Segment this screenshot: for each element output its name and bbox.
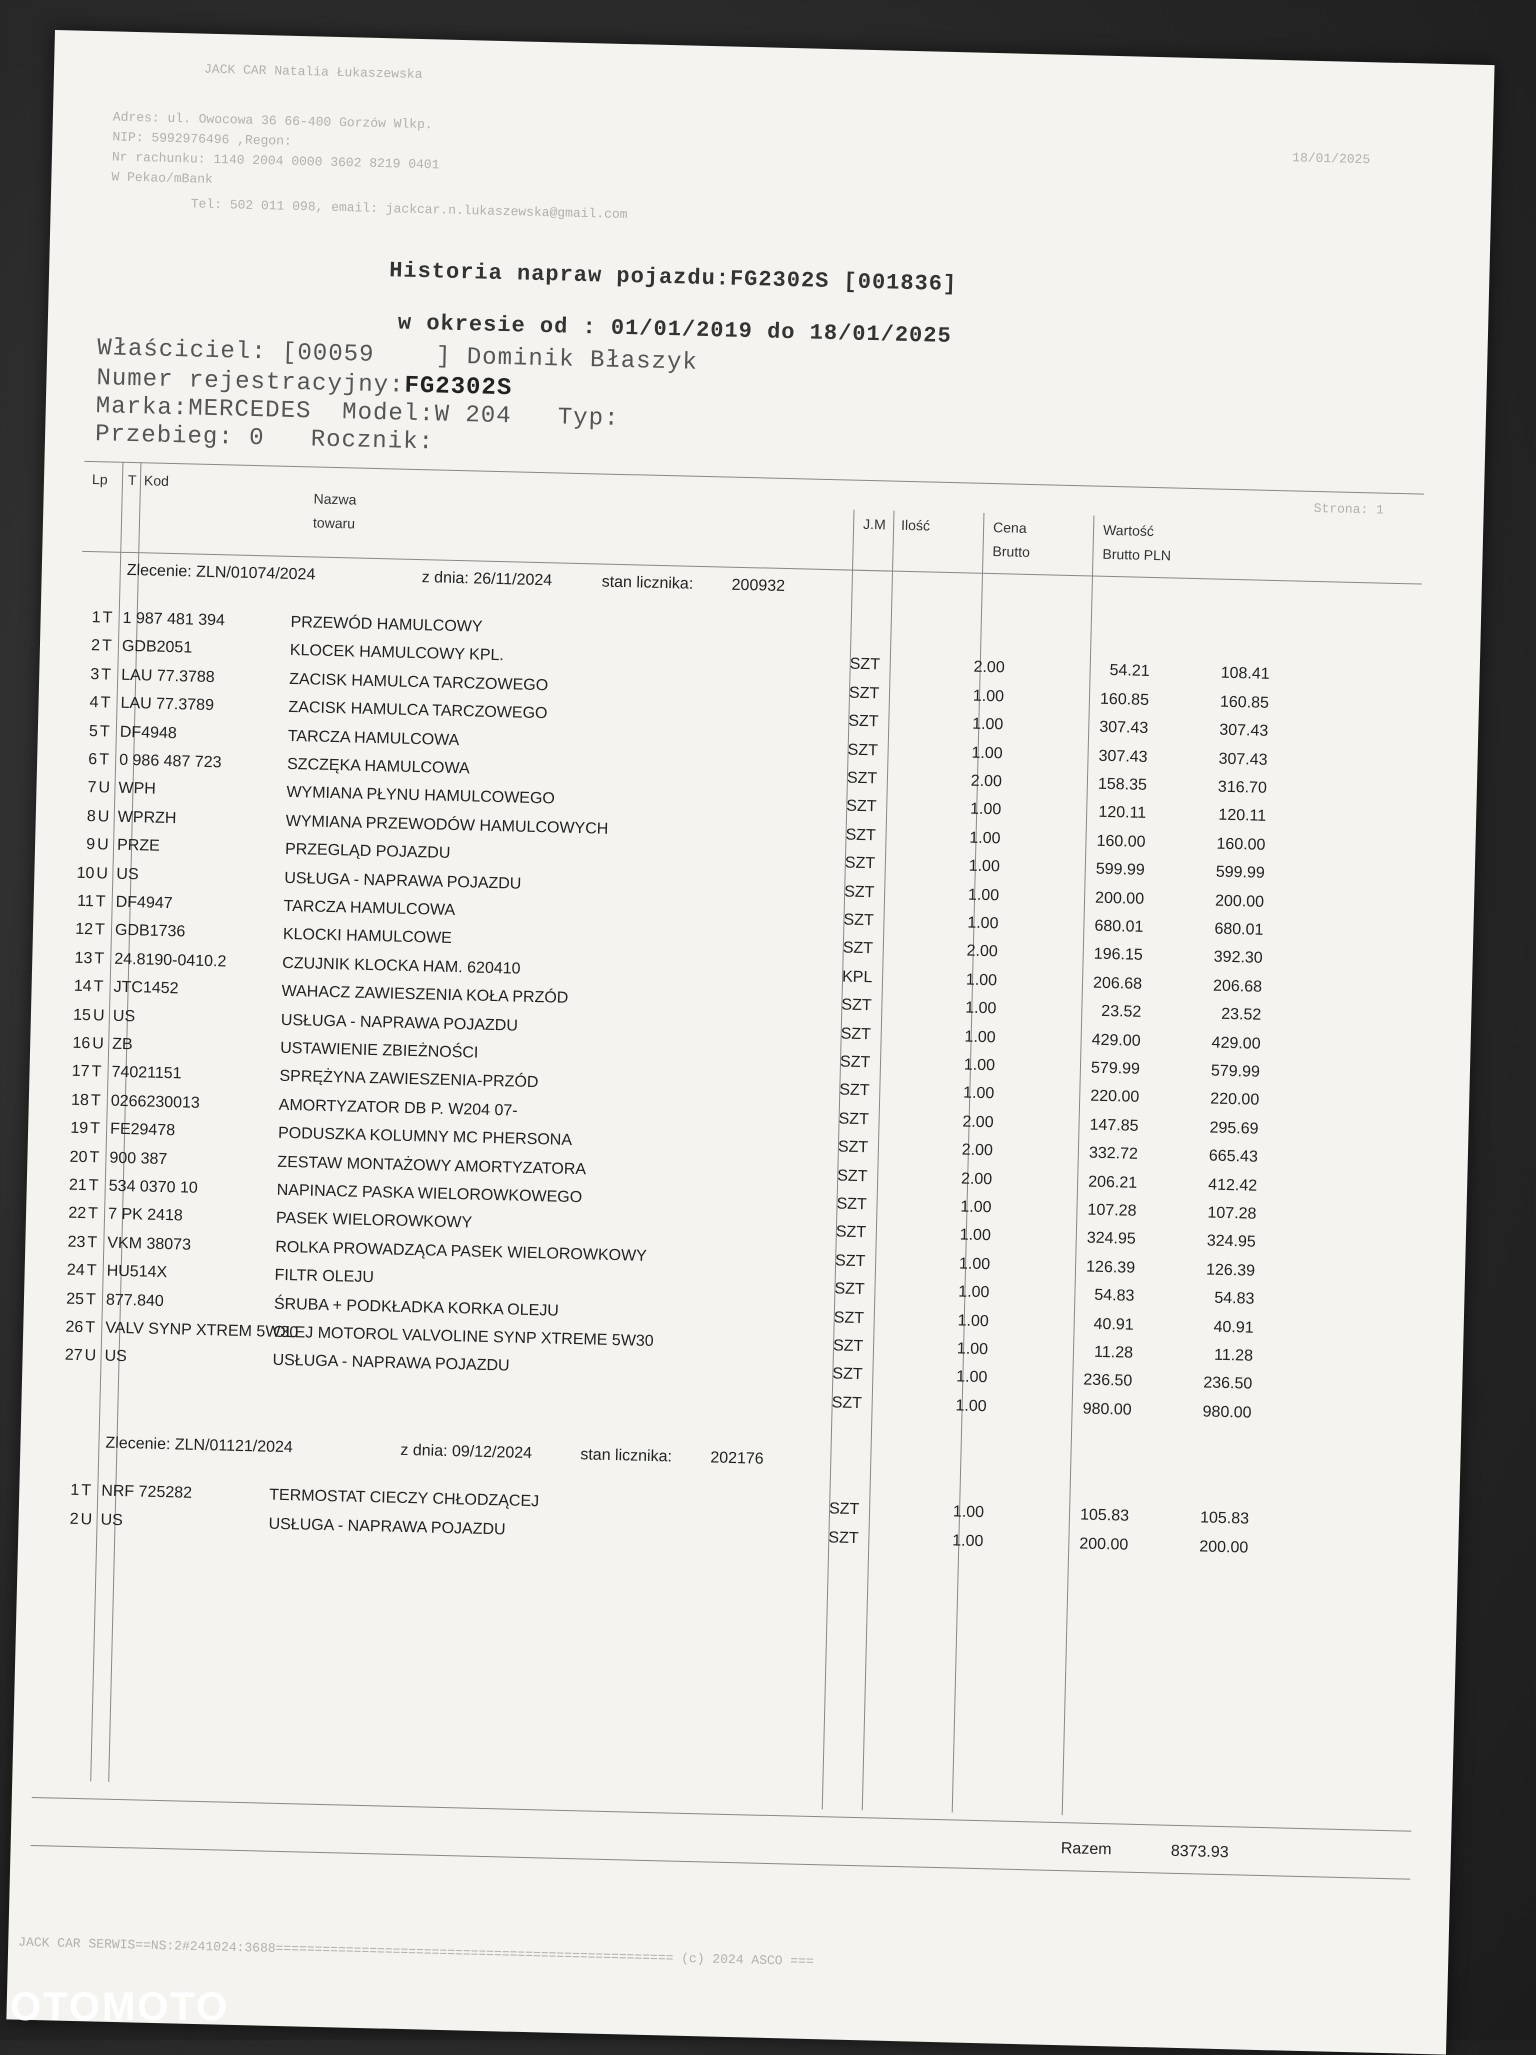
cell-nazwa: USŁUGA - NAPRAWA POJAZDU: [280, 1011, 519, 1035]
cell-cena: 160.00: [1096, 832, 1146, 851]
cell-nazwa: ZESTAW MONTAŻOWY AMORTYZATORA: [277, 1153, 587, 1178]
cell-t: T: [87, 1233, 98, 1252]
cell-t: U: [92, 1035, 105, 1053]
cell-cena: 107.28: [1087, 1201, 1137, 1220]
col-cena-1: Cena: [992, 519, 1027, 536]
order-number: Zlecenie: ZLN/01121/2024: [105, 1434, 294, 1457]
cell-ilosc: 2.00: [962, 1113, 994, 1132]
cell-nazwa: PRZEGLĄD POJAZDU: [284, 841, 451, 863]
col-jm: J.M: [862, 515, 886, 533]
cell-cena: 54.83: [1094, 1286, 1135, 1305]
cell-jm: SZT: [832, 1365, 863, 1384]
cell-ilosc: 1.00: [952, 1503, 985, 1522]
cell-ilosc: 1.00: [969, 800, 1002, 819]
cell-nazwa: CZUJNIK KLOCKA HAM. 620410: [282, 954, 521, 978]
order-number: Zlecenie: ZLN/01074/2024: [126, 561, 316, 584]
cell-nazwa: PODUSZKA KOLUMNY MC PHERSONA: [277, 1124, 573, 1150]
cell-kod: GDB1736: [114, 922, 186, 941]
cell-wartosc: 295.69: [1209, 1119, 1259, 1138]
cell-ilosc: 1.00: [962, 1084, 995, 1103]
cell-cena: 200.00: [1094, 889, 1145, 908]
cell-jm: SZT: [840, 1025, 872, 1043]
print-date: 18/01/2025: [1292, 150, 1371, 168]
cell-jm: SZT: [843, 883, 875, 901]
cell-nazwa: SZCZĘKA HAMULCOWA: [286, 755, 470, 778]
cell-t: T: [89, 1148, 100, 1167]
cell-lp: 5: [88, 722, 99, 740]
cell-wartosc: 980.00: [1202, 1403, 1252, 1422]
cell-wartosc: 11.28: [1213, 1346, 1254, 1365]
cell-wartosc: 107.28: [1207, 1204, 1257, 1223]
cell-cena: 236.50: [1083, 1371, 1133, 1391]
cell-t: T: [98, 751, 110, 769]
cell-lp: 19: [70, 1119, 89, 1138]
cell-ilosc: [916, 629, 1006, 631]
cell-nazwa: WYMIANA PRZEWODÓW HAMULCOWYCH: [285, 812, 609, 838]
make-value: MERCEDES: [187, 395, 312, 426]
company-address: Adres: ul. Owocowa 36 66-400 Gorzów Wlkp.: [112, 109, 433, 133]
cell-ilosc: 1.00: [957, 1312, 989, 1330]
cell-wartosc: 599.99: [1215, 863, 1265, 882]
meter-label: stan licznika:: [601, 573, 694, 593]
cell-lp: 1: [91, 609, 101, 627]
cell-jm: SZT: [837, 1167, 868, 1185]
document-title: Historia napraw pojazdu:FG2302S [001836]: [388, 258, 958, 298]
cell-nazwa: TERMOSTAT CIECZY CHŁODZĄCEJ: [269, 1486, 540, 1511]
cell-ilosc: 1.00: [955, 1397, 987, 1415]
cell-cena: 158.35: [1097, 775, 1148, 794]
cell-lp: 8: [86, 807, 97, 826]
cell-t: T: [91, 1063, 102, 1081]
col-ilosc: Ilość: [900, 516, 931, 534]
cell-kod: VALV SYNP XTREM 5W30: [105, 1319, 299, 1342]
cell-nazwa: KLOCEK HAMULCOWY KPL.: [289, 642, 505, 665]
cell-t: T: [89, 1120, 101, 1138]
cell-lp: 6: [88, 751, 98, 769]
cell-kod: GDB2051: [121, 638, 193, 657]
cell-nazwa: PRZEWÓD HAMULCOWY: [290, 613, 483, 636]
cell-cena: 23.52: [1101, 1003, 1142, 1022]
cell-t: T: [87, 1205, 99, 1223]
cell-wartosc: 120.11: [1218, 807, 1267, 826]
cell-cena: 11.28: [1093, 1343, 1134, 1362]
cell-lp: [52, 1375, 82, 1376]
cell-ilosc: 1.00: [965, 971, 998, 990]
document-page: [6, 30, 1494, 2055]
footer-line: JACK CAR SERWIS==NS:2#241024:3688=================================================== (c) 2024 ASCO ===: [18, 1934, 814, 1970]
cell-ilosc: 2.00: [961, 1141, 994, 1160]
cell-kod: 900 387: [109, 1149, 168, 1168]
cell-jm: SZT: [846, 769, 878, 788]
company-contact: Tel: 502 011 098, email: jackcar.n.lukaszewska@gmail.com: [190, 196, 628, 223]
meter-label: stan licznika:: [580, 1446, 673, 1466]
cell-cena: 54.21: [1109, 662, 1150, 681]
make-label: Marka:: [95, 393, 189, 423]
cell-cena: 680.01: [1094, 917, 1144, 936]
cell-lp: 2: [90, 637, 101, 655]
cell-lp: 22: [68, 1205, 87, 1223]
cell-cena: 206.68: [1092, 974, 1143, 993]
cell-t: T: [85, 1319, 96, 1337]
cell-jm: SZT: [844, 854, 876, 873]
company-account: Nr rachunku: 1140 2004 0000 3602 8219 0401: [111, 149, 440, 173]
cell-t: T: [81, 1482, 92, 1500]
cell-jm: SZT: [846, 797, 877, 816]
cell-wartosc: 412.42: [1207, 1176, 1258, 1195]
cell-jm: SZT: [836, 1195, 867, 1214]
cell-nazwa: OLEJ MOTOROL VALVOLINE SYNP XTREME 5W30: [273, 1323, 654, 1351]
cell-ilosc: 1.00: [971, 715, 1004, 734]
cell-kod: 0 986 487 723: [118, 751, 222, 772]
total-value: 8373.93: [1170, 1842, 1229, 1862]
cell-t: T: [101, 637, 112, 655]
cell-lp: 26: [65, 1318, 84, 1337]
cell-ilosc: 1.00: [956, 1340, 989, 1359]
cell-nazwa: USTAWIENIE ZBIEŻNOŚCI: [279, 1039, 479, 1062]
col-nazwa-2: towaru: [312, 514, 356, 532]
cell-cena: 332.72: [1088, 1144, 1139, 1163]
cell-ilosc: 1.00: [960, 1198, 992, 1217]
cell-t: T: [99, 722, 110, 741]
cell-wartosc: 307.43: [1219, 721, 1269, 741]
cell-ilosc: 1.00: [964, 1028, 996, 1046]
cell-kod: US: [104, 1348, 128, 1366]
cell-lp: 17: [71, 1063, 90, 1081]
registration-value: FG2302S: [404, 372, 513, 403]
cell-cena: [1051, 633, 1151, 635]
cell-jm: SZT: [839, 1081, 870, 1100]
registration-label: Numer rejestracyjny:: [96, 365, 405, 400]
cell-cena: 324.95: [1086, 1229, 1136, 1249]
cell-kod: ZB: [112, 1035, 133, 1054]
cell-lp: 10: [76, 864, 95, 882]
cell-kod: LAU 77.3789: [120, 694, 215, 715]
table-top-rule: [84, 461, 1424, 495]
cell-lp: 3: [90, 665, 100, 684]
cell-cena: 147.85: [1089, 1116, 1139, 1135]
cell-nazwa: AMORTYZATOR DB P. W204 07-: [278, 1096, 518, 1120]
cell-t: U: [84, 1347, 97, 1365]
cell-cena: 599.99: [1095, 860, 1145, 880]
cell-wartosc: 316.70: [1217, 778, 1268, 797]
cell-wartosc: 206.68: [1212, 977, 1263, 996]
company-nip: NIP: 5992976496 ,Regon:: [112, 129, 292, 149]
cell-wartosc: 236.50: [1203, 1374, 1253, 1394]
col-cena-2: Brutto: [992, 543, 1031, 560]
cell-nazwa: USŁUGA - NAPRAWA POJAZDU: [268, 1515, 506, 1539]
cell-kod: PRZE: [116, 836, 160, 855]
cell-ilosc: 1.00: [967, 914, 999, 933]
cell-wartosc: 680.01: [1214, 920, 1264, 939]
cell-lp: 1: [70, 1482, 80, 1500]
cell-kod: LAU 77.3788: [121, 666, 215, 686]
cell-ilosc: 1.00: [958, 1255, 991, 1274]
cell-lp: 9: [85, 836, 96, 854]
order-date: z dnia: 26/11/2024: [421, 569, 553, 590]
cell-ilosc: 1.00: [959, 1226, 992, 1245]
total-label: Razem: [1060, 1840, 1112, 1859]
cell-nazwa: WAHACZ ZAWIESZENIA KOŁA PRZÓD: [281, 983, 569, 1008]
cell-t: U: [96, 836, 109, 854]
cell-lp: 23: [67, 1233, 86, 1251]
cell-wartosc: 579.99: [1210, 1062, 1261, 1081]
cell-wartosc: 126.39: [1205, 1261, 1256, 1280]
document-period: w okresie od : 01/01/2019 do 18/01/2025: [397, 310, 952, 349]
cell-jm: SZT: [848, 712, 879, 731]
cell-wartosc: [1171, 635, 1271, 637]
cell-lp: 15: [72, 1006, 92, 1024]
type-label: Typ:: [557, 404, 620, 433]
cell-jm: SZT: [847, 741, 879, 759]
cell-jm: SZT: [834, 1280, 865, 1299]
cell-jm: SZT: [838, 1110, 870, 1129]
cell-t: T: [100, 694, 111, 712]
col-t: T: [127, 471, 137, 489]
col-kod: Kod: [143, 472, 170, 489]
cell-jm: SZT: [831, 1394, 863, 1412]
cell-cena: 220.00: [1090, 1088, 1140, 1107]
cell-kod: VKM 38073: [107, 1234, 192, 1254]
cell-ilosc: 1.00: [956, 1368, 988, 1387]
cell-cena: 429.00: [1091, 1031, 1141, 1050]
cell-t: T: [94, 950, 105, 968]
cell-cena: 579.99: [1090, 1059, 1141, 1078]
cell-jm: SZT: [842, 939, 874, 958]
order-date: z dnia: 09/12/2024: [400, 1442, 533, 1463]
cell-kod: DF4948: [119, 723, 177, 742]
owner-label: Właściciel:: [96, 335, 267, 367]
cell-jm: SZT: [837, 1138, 869, 1157]
cell-lp: 27: [64, 1347, 83, 1365]
cell-nazwa: USŁUGA - NAPRAWA POJAZDU: [272, 1352, 510, 1375]
company-name: JACK CAR Natalia Łukaszewska: [203, 61, 423, 82]
cell-jm: SZT: [845, 826, 876, 845]
cell-nazwa: ŚRUBA + PODKŁADKA KORKA OLEJU: [273, 1295, 560, 1320]
cell-jm: SZT: [828, 1528, 859, 1547]
cell-lp: 7: [87, 779, 97, 797]
cell-ilosc: 1.00: [971, 744, 1003, 762]
cell-wartosc: 392.30: [1213, 948, 1263, 968]
cell-kod: JTC1452: [113, 978, 179, 998]
col-lp: Lp: [91, 471, 108, 488]
owner-value: [00059 ] Dominik Błaszyk: [281, 339, 699, 377]
page-number: Strona: 1: [1313, 500, 1385, 518]
cell-kod: US: [116, 865, 139, 883]
cell-t: U: [92, 1006, 105, 1025]
cell-lp: 24: [66, 1261, 85, 1280]
cell-nazwa: NAPINACZ PASKA WIELOROWKOWEGO: [276, 1181, 583, 1207]
cell-jm: SZT: [834, 1252, 866, 1270]
cell-cena: 120.11: [1098, 804, 1147, 823]
cell-kod: 7 PK 2418: [107, 1206, 183, 1225]
cell-t: T: [86, 1262, 97, 1280]
total-top-rule: [32, 1797, 1412, 1832]
col-wartosc-1: Wartość: [1102, 521, 1155, 539]
cell-kod: 24.8190-0410.2: [114, 950, 227, 971]
cell-jm: SZT: [828, 1500, 860, 1519]
cell-cena: 40.91: [1093, 1315, 1134, 1334]
cell-ilosc: 2.00: [966, 942, 998, 961]
cell-jm: SZT: [849, 655, 881, 674]
cell-lp: 12: [75, 921, 94, 939]
meter-value: 200932: [731, 576, 786, 595]
cell-lp: 25: [66, 1290, 85, 1308]
cell-lp: 11: [76, 892, 94, 911]
cell-nazwa: TARCZA HAMULCOWA: [287, 727, 460, 749]
cell-cena: 200.00: [1079, 1535, 1129, 1554]
mileage-label: Przebieg:: [94, 421, 235, 452]
cell-wartosc: 429.00: [1211, 1034, 1261, 1053]
cell-ilosc: 2.00: [973, 659, 1005, 677]
cell-t: T: [102, 609, 113, 627]
cell-kod: 1 987 481 394: [122, 609, 226, 630]
cell-ilosc: 2.00: [970, 772, 1003, 791]
cell-kod: WPH: [118, 780, 157, 799]
cell-cena: 307.43: [1099, 718, 1149, 738]
cell-lp: 14: [73, 977, 92, 996]
cell-ilosc: 1.00: [969, 829, 1001, 848]
cell-jm: SZT: [843, 911, 874, 930]
cell-wartosc: 220.00: [1210, 1090, 1260, 1110]
cell-wartosc: 54.83: [1214, 1289, 1255, 1308]
cell-lp: 16: [72, 1034, 91, 1053]
cell-kod: US: [100, 1511, 124, 1529]
cell-ilosc: 1.00: [963, 1056, 996, 1075]
cell-t: U: [80, 1510, 93, 1528]
cell-t: U: [96, 864, 109, 883]
cell-cena: 196.15: [1093, 946, 1143, 965]
cell-nazwa: KLOCKI HAMULCOWE: [282, 926, 453, 948]
cell-nazwa: ZACISK HAMULCA TARCZOWEGO: [289, 670, 549, 695]
mileage-value: 0: [248, 424, 265, 453]
cell-wartosc: 200.00: [1214, 892, 1265, 911]
cell-cena: 126.39: [1085, 1258, 1136, 1277]
cell-nazwa: FILTR OLEJU: [274, 1266, 375, 1287]
cell-lp: 18: [70, 1091, 90, 1109]
cell-jm: SZT: [833, 1309, 865, 1327]
cell-nazwa: ROLKA PROWADZĄCA PASEK WIELOROWKOWY: [275, 1238, 648, 1265]
cell-nazwa: WYMIANA PŁYNU HAMULCOWEGO: [286, 784, 556, 808]
cell-jm: SZT: [841, 996, 872, 1015]
cell-t: T: [94, 921, 106, 939]
cell-ilosc: 1.00: [952, 1531, 984, 1550]
cell-ilosc: 2.00: [960, 1170, 993, 1188]
year-label: Rocznik:: [310, 426, 435, 457]
cell-nazwa: TARCZA HAMULCOWA: [283, 897, 456, 920]
meter-value: 202176: [710, 1449, 764, 1468]
cell-jm: SZT: [839, 1053, 871, 1072]
cell-wartosc: 324.95: [1206, 1232, 1256, 1252]
cell-ilosc: 1.00: [965, 999, 997, 1018]
cell-wartosc: 40.91: [1213, 1318, 1254, 1337]
cell-wartosc: 105.83: [1199, 1509, 1250, 1528]
cell-wartosc: 665.43: [1208, 1147, 1259, 1166]
cell-ilosc: 1.00: [967, 886, 1000, 904]
cell-ilosc: 1.00: [958, 1283, 990, 1302]
col-wartosc-2: Brutto PLN: [1102, 545, 1172, 564]
cell-kod: WPRZH: [117, 808, 177, 827]
cell-cena: 980.00: [1082, 1400, 1132, 1419]
cell-ilosc: 1.00: [972, 687, 1005, 706]
cell-t: U: [97, 808, 110, 826]
cell-t: T: [101, 666, 112, 684]
cell-t: T: [90, 1091, 101, 1110]
cell-cena: 160.85: [1099, 690, 1150, 709]
cell-kod: 534 0370 10: [108, 1177, 198, 1197]
cell-kod: NRF 725282: [101, 1482, 193, 1502]
cell-jm: SZT: [835, 1223, 867, 1242]
cell-lp: 21: [68, 1176, 87, 1195]
cell-lp: 2: [69, 1510, 79, 1528]
cell-cena: 206.21: [1088, 1173, 1138, 1192]
cell-cena: 105.83: [1079, 1506, 1130, 1525]
cell-wartosc: 160.85: [1219, 693, 1270, 712]
company-bank: W Pekao/mBank: [111, 169, 214, 187]
cell-wartosc: 23.52: [1221, 1005, 1262, 1024]
cell-kod: US: [112, 1007, 136, 1025]
cell-t: T: [93, 978, 104, 996]
cell-jm: SZT: [832, 1337, 864, 1356]
cell-kod: 877.840: [105, 1291, 165, 1310]
cell-nazwa: SPRĘŻYNA ZAWIESZENIA-PRZÓD: [279, 1068, 539, 1092]
cell-t: T: [88, 1177, 99, 1195]
cell-jm: SZT: [848, 684, 880, 703]
cell-nazwa: PASEK WIELOROWKOWY: [275, 1210, 473, 1232]
cell-cena: 307.43: [1098, 747, 1148, 766]
cell-kod: HU514X: [106, 1262, 168, 1282]
col-nazwa-1: Nazwa: [313, 490, 357, 508]
cell-lp: 13: [74, 949, 93, 967]
cell-t: U: [98, 779, 111, 797]
cell-lp: 4: [89, 694, 99, 712]
model-value: W 204: [434, 401, 512, 431]
cell-wartosc: 160.00: [1216, 835, 1266, 854]
cell-kod: 0266230013: [110, 1092, 201, 1112]
cell-lp: 20: [69, 1148, 88, 1166]
watermark-logo: OTOMOTO: [10, 1985, 230, 2029]
cell-ilosc: 1.00: [968, 857, 1001, 876]
cell-wartosc: 307.43: [1218, 750, 1268, 769]
cell-kod: 74021151: [111, 1064, 182, 1083]
cell-wartosc: 200.00: [1199, 1538, 1249, 1557]
cell-jm: KPL: [841, 968, 873, 987]
cell-t: T: [95, 893, 106, 911]
cell-kod: DF4947: [115, 893, 173, 913]
cell-wartosc: 108.41: [1220, 665, 1270, 684]
cell-t: T: [85, 1290, 96, 1308]
cell-nazwa: ZACISK HAMULCA TARCZOWEGO: [288, 699, 548, 723]
cell-nazwa: USŁUGA - NAPRAWA POJAZDU: [284, 869, 522, 893]
cell-kod: FE29478: [109, 1120, 176, 1140]
model-label: Model:: [341, 399, 435, 429]
